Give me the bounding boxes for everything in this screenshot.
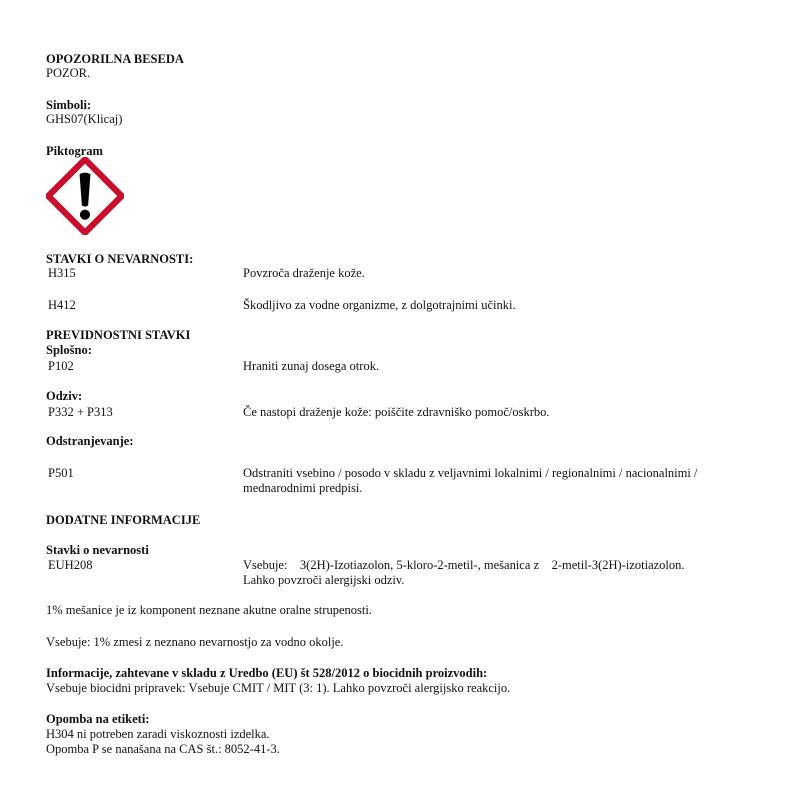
precaution-code-p501: P501 (48, 466, 74, 480)
euh-code: EUH208 (48, 558, 93, 572)
additional-info-heading: DODATNE INFORMACIJE (46, 513, 201, 527)
precaution-code-p332-p313: P332 + P313 (48, 405, 113, 419)
precautionary-heading: PREVIDNOSTNI STAVKI (46, 328, 191, 342)
hazard-text-h412: Škodljivo za vodne organizme, z dolgotrajnimi učinki. (243, 298, 516, 312)
precaution-text-p501: Odstraniti vsebino / posodo v skladu z veljavnimi lokalnimi / regionalnimi / nacionalnimi / mednarodnimi predpisi. (243, 466, 698, 495)
aquatic-hazard-note: Vsebuje: 1% zmesi z neznano nevarnostjo za vodno okolje. (46, 635, 344, 649)
euh-text-line1: Vsebuje: 3(2H)-Izotiazolon, 5-kloro-2-metil-, mešanica z 2-metil-3(2H)-izotiazolon. (243, 558, 685, 572)
response-heading: Odziv: (46, 389, 83, 403)
precaution-code-p102: P102 (48, 359, 74, 373)
oral-toxicity-note: 1% mešanice je iz komponent neznane akutne oralne strupenosti. (46, 603, 372, 617)
ghs07-exclamation-icon (46, 157, 124, 235)
euh-text-line2: Lahko povzroči alergijski odziv. (243, 573, 405, 587)
biocide-text: Vsebuje biocidni pripravek: Vsebuje CMIT / MIT (3: 1). Lahko povzroči alergijsko reakcijo. (46, 681, 511, 695)
symbols-value: GHS07(Klicaj) (46, 112, 123, 126)
biocide-heading: Informacije, zahtevane v skladu z Uredbo (EU) št 528/2012 o biocidnih proizvodih: (46, 666, 488, 680)
hazard-statements-heading: STAVKI O NEVARNOSTI: (46, 252, 194, 266)
general-heading: Splošno: (46, 343, 92, 357)
label-note-line2: Opomba P se nanašana na CAS št.: 8052-41-3. (46, 742, 280, 756)
hazard-text-h315: Povzroča draženje kože. (243, 266, 365, 280)
additional-hazard-heading: Stavki o nevarnosti (46, 543, 149, 557)
precaution-text-p332-p313: Če nastopi draženje kože: poiščite zdravniško pomoč/oskrbo. (243, 405, 550, 419)
hazard-code-h412: H412 (48, 298, 76, 312)
disposal-heading: Odstranjevanje: (46, 434, 134, 448)
signal-word-heading: OPOZORILNA BESEDA (46, 52, 184, 66)
label-note-line1: H304 ni potreben zaradi viskoznosti izdelka. (46, 727, 270, 741)
signal-word-value: POZOR. (46, 66, 91, 80)
symbols-heading: Simboli: (46, 98, 92, 112)
hazard-code-h315: H315 (48, 266, 76, 280)
label-note-heading: Opomba na etiketi: (46, 712, 150, 726)
precaution-text-p102: Hraniti zunaj dosega otrok. (243, 359, 380, 373)
pictogram-heading: Piktogram (46, 144, 103, 158)
